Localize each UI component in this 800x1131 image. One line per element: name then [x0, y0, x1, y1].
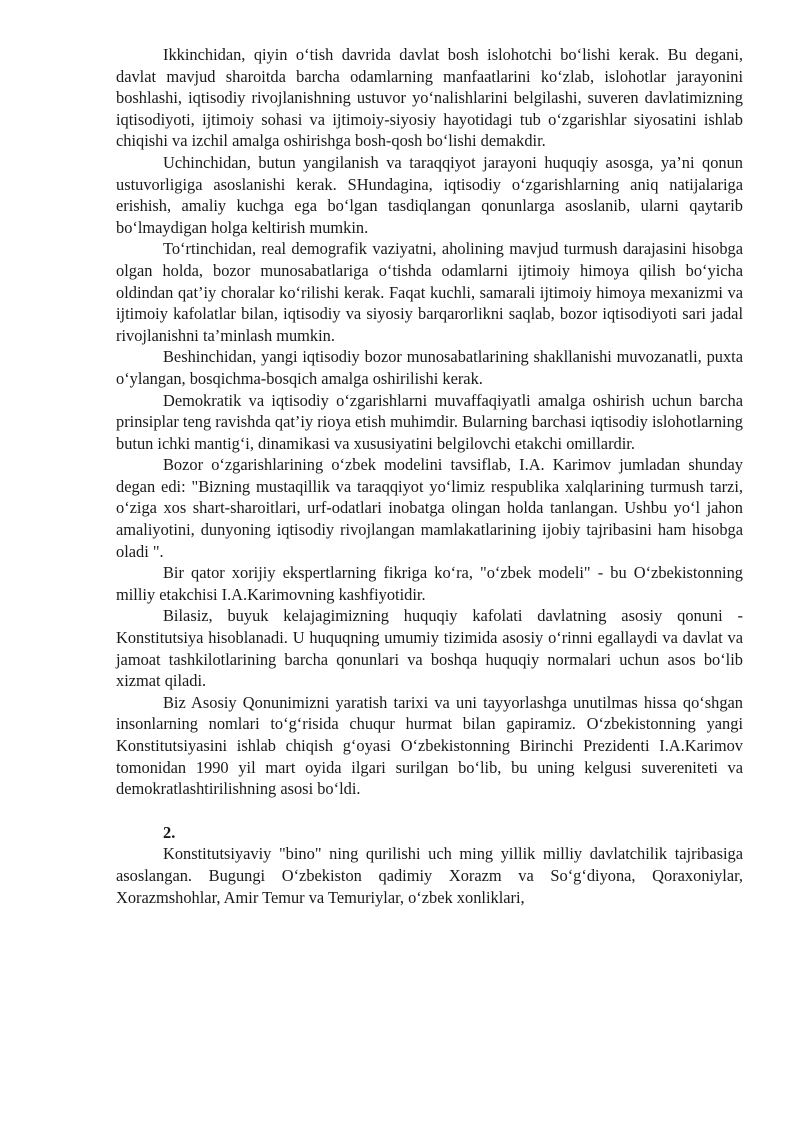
- paragraph-konstitutsiyaviy-bino: Konstitutsiyaviy "bino" ning qurilishi uch ming yillik milliy davlatchilik tajribasiga asoslangan. Bugungi O‘zbekiston qadimiy Xorazm va So‘g‘diyona, Qoraxoniylar, Xorazmshohlar, Amir Temur va Temuriylar, o‘zbek xonliklari,: [116, 844, 743, 907]
- paragraph-ozbek-modeli-quote: Bozor o‘zgarishlarining o‘zbek modelini tavsiflab, I.A. Karimov jumladan shunday degan edi: "Bizning mustaqillik va taraqqiyot yo‘limiz respublika xalqlarining turmush tarzi, o‘ziga xos shart-sharoitlari, urf-odatlari inobatga olingan holda tanlangan. Ushbu yo‘l jahon amaliyotini, dunyoning iqtisodiy rivojlangan mamlakatlarining ijobiy tajribasini ham hisobga oladi ".: [116, 455, 743, 561]
- paragraph-demokratik: Demokratik va iqtisodiy o‘zgarishlarni muvaffaqiyatli amalga oshirish uchun barcha prinsiplar teng ravishda qat’iy rioya etish muhimdir. Bularning barchasi iqtisodiy islohotlarning butun ichki mantig‘i, dinamikasi va xususiyatini belgilovchi etakchi omillardir.: [116, 390, 743, 453]
- paragraph-konstitutsiya: Bilasiz, buyuk kelajagimizning huquqiy kafolati davlatning asosiy qonuni - Konstitutsiya hisoblanadi. U huquqning umumiy tizimida asosiy o‘rinni egallaydi va davlat va jamoat tashkilotlarining barcha qonunlari va boshqa huquqiy normalari uchun asos bo‘lib xizmat qiladi.: [116, 606, 743, 691]
- paragraph-tortinchidan: To‘rtinchidan, real demografik vaziyatni, aholining mavjud turmush darajasini hisobga olgan holda, bozor munosabatlariga o‘tishda odamlarni ijtimoiy himoya qilish bo‘yicha oldindan qat’iy choralar ko‘rilishi kerak. Faqat kuchli, samarali ijtimoiy himoya mexanizmi va ijtimoiy kafolatlar bilan, iqtisodiy va siyosiy barqarorlikni saqlab, bozor iqtisodiyoti sari jadal rivojlanishni ta’minlash mumkin.: [116, 239, 743, 345]
- section-number: 2.: [163, 822, 176, 842]
- paragraph-uchinchidan: Uchinchidan, butun yangilanish va taraqqiyot jarayoni huquqiy asosga, ya’ni qonun ustuvorligiga asoslanishi kerak. SHundagina, iqtisodiy o‘zgarishlarning aniq natijalariga erishish, amaliy kuchga ega bo‘lgan tasdiqlangan qonunlarga asoslanib, ularni qaytarib bo‘lmaydigan holga keltirish mumkin.: [116, 152, 743, 237]
- paragraph-ikkinchidan: Ikkinchidan, qiyin o‘tish davrida davlat bosh islohotchi bo‘lishi kerak. Bu degani, davlat mavjud sharoitda barcha odamlarning manfaatlarini ko‘zlab, islohotlar jarayonini boshlashi, iqtisodiy rivojlanishning ustuvor yo‘nalishlarini belgilashi, suveren davlatimizning iqtisodiyoti, ijtimoiy sohasi va ijtimoiy-siyosiy hayotidagi tub o‘zgarishlar siyosatini ishlab chiqishi va izchil amalga oshirishga bosh-qosh bo‘lishi demakdir.: [116, 45, 743, 151]
- paragraph-beshinchidan: Beshinchidan, yangi iqtisodiy bozor munosabatlarining shakllanishi muvozanatli, puxta o‘ylangan, bosqichma-bosqich amalga oshirilishi kerak.: [116, 347, 743, 388]
- document-page: [116, 44, 743, 908]
- paragraph-asosiy-qonun-tarixi: Biz Asosiy Qonunimizni yaratish tarixi va uni tayyorlashga unutilmas hissa qo‘shgan insonlarning nomlari to‘g‘risida chuqur hurmat bilan gapiramiz. O‘zbekistonning yangi Konstitutsiyasini ishlab chiqish g‘oyasi O‘zbekistonning Birinchi Prezidenti I.A.Karimov tomonidan 1990 yil mart oyida ilgari surilgan bo‘lib, bu uning kelgusi suvereniteti va demokratlashtirilishning asosi bo‘ldi.: [116, 692, 743, 799]
- paragraph-xorijiy-ekspertlar: Bir qator xorijiy ekspertlarning fikriga ko‘ra, "o‘zbek modeli" - bu O‘zbekistonning milliy etakchisi I.A.Karimovning kashfiyotidir.: [116, 563, 743, 604]
